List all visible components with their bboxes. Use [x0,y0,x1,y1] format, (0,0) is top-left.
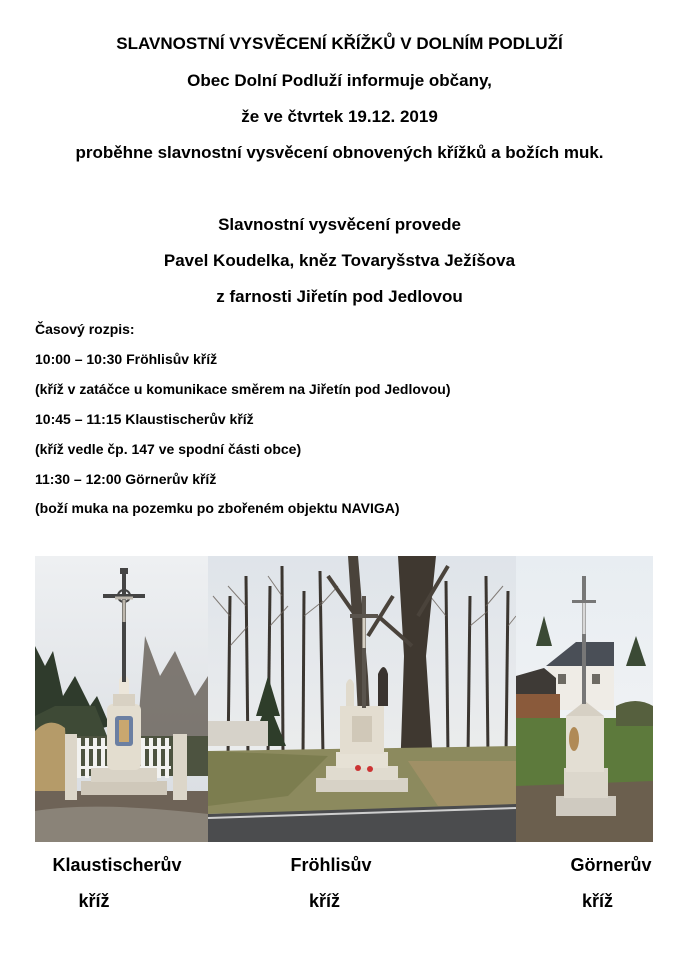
intro-line-1: Obec Dolní Podluží informuje občany, [187,71,492,90]
caption-gornerov-sub: kříž [581,891,614,911]
intro-line-2: že ve čtvrtek 19.12. 2019 [241,107,438,126]
caption-gornerov-name: Görnerův [570,855,652,875]
caption-frohlisuv-sub: kříž [308,891,341,911]
schedule-note-2: (kříž vedle čp. 147 ve spodní části obce) [35,441,302,457]
caption-klaustischeruv-name: Klaustischerův [52,855,182,875]
schedule-note-3: (boží muka na pozemku po zbořeném objektu NAVIGA) [35,500,400,516]
photo-klaustischeruv-kriz [35,556,208,842]
caption-frohlisuv-name: Fröhlisův [290,855,372,875]
schedule-heading: Časový rozpis: [35,321,135,337]
schedule-time-3: 11:30 – 12:00 Görnerův kříž [35,471,217,487]
page-title: SLAVNOSTNÍ VYSVĚCENÍ KŘÍŽKŮ V DOLNÍM PODLUŽÍ [116,34,563,53]
officiant-line-1: Slavnostní vysvěcení provede [218,215,461,234]
schedule-note-1: (kříž v zatáčce u komunikace směrem na Jiřetín pod Jedlovou) [35,381,451,397]
officiant-line-3: z farnosti Jiřetín pod Jedlovou [216,287,463,306]
schedule-time-2: 10:45 – 11:15 Klaustischerův kříž [35,411,254,427]
schedule-time-1: 10:00 – 10:30 Fröhlisův kříž [35,351,218,367]
photo-frohlisuv-kriz [208,556,516,842]
photo-gornerov-kriz [516,556,653,842]
officiant-line-2: Pavel Koudelka, kněz Tovaryšstva Ježíšova [163,251,516,270]
caption-klaustischeruv-sub: kříž [78,891,110,911]
intro-line-3: proběhne slavnostní vysvěcení obnovených křížků a božích muk. [75,143,604,162]
